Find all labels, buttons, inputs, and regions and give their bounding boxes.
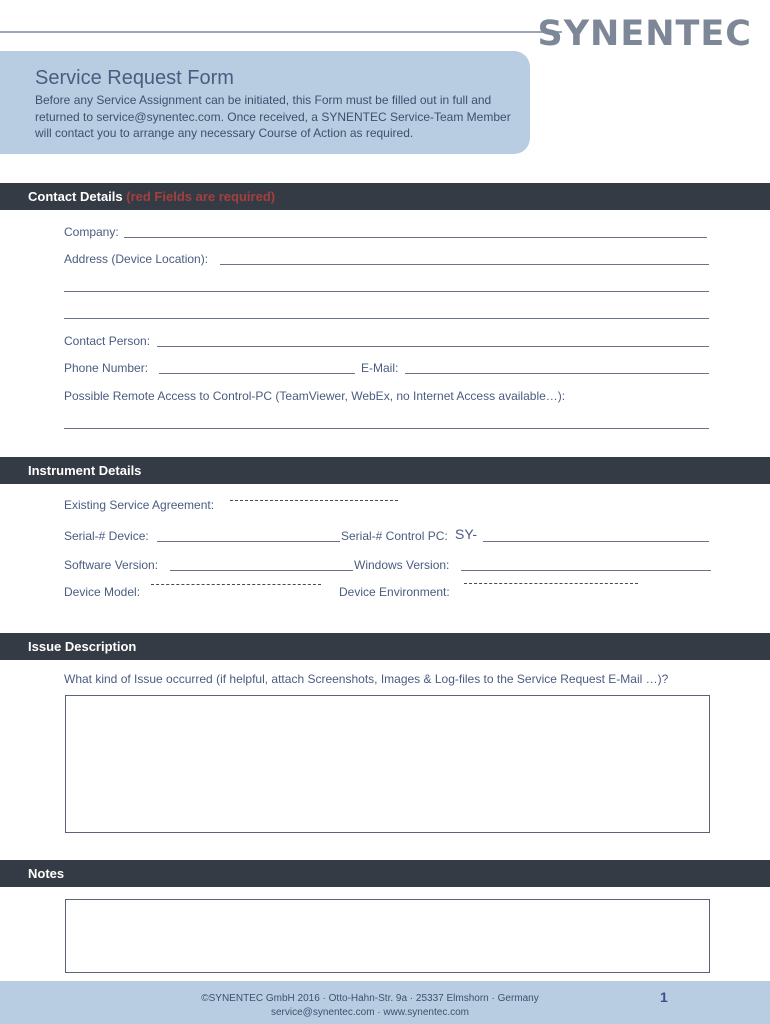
device-model-dropdown[interactable] bbox=[151, 584, 321, 585]
phone-label: Phone Number: bbox=[64, 361, 149, 375]
section-title: Issue Description bbox=[28, 639, 137, 654]
contact-person-field[interactable] bbox=[157, 346, 709, 347]
serial-pc-label: Serial-# Control PC: bbox=[341, 529, 448, 543]
section-title: Contact Details bbox=[28, 189, 123, 204]
serial-device-field[interactable] bbox=[157, 541, 340, 542]
issue-textarea[interactable] bbox=[65, 695, 710, 833]
section-issue-description bbox=[0, 633, 770, 660]
page-number: 1 bbox=[660, 989, 668, 1005]
serial-pc-field[interactable] bbox=[483, 541, 709, 542]
section-contact-details bbox=[0, 183, 770, 210]
notes-textarea[interactable] bbox=[65, 899, 710, 973]
email-field[interactable] bbox=[405, 373, 709, 374]
email-label: E-Mail: bbox=[361, 361, 399, 375]
address-field[interactable] bbox=[220, 264, 709, 265]
required-note: (red Fields are required) bbox=[126, 189, 276, 204]
service-agreement-label: Existing Service Agreement: bbox=[64, 498, 215, 512]
footer-address bbox=[0, 992, 740, 1020]
phone-field[interactable] bbox=[159, 373, 355, 374]
contact-person-label: Contact Person: bbox=[64, 334, 151, 348]
issue-prompt: What kind of Issue occurred (if helpful, attach Screenshots, Images & Log-files to the Service Request E-Mail …)? bbox=[64, 672, 669, 686]
windows-version-field[interactable] bbox=[461, 570, 711, 571]
windows-version-label: Windows Version: bbox=[354, 558, 450, 572]
footer-contact-line: service@synentec.com · www.synentec.com bbox=[271, 1007, 469, 1018]
device-model-label: Device Model: bbox=[64, 585, 141, 599]
section-instrument-details bbox=[0, 457, 770, 484]
device-environment-label: Device Environment: bbox=[339, 585, 450, 599]
service-agreement-dropdown[interactable] bbox=[230, 500, 398, 501]
software-version-label: Software Version: bbox=[64, 558, 159, 572]
serial-pc-prefix: SY- bbox=[455, 526, 478, 542]
form-title: Service Request Form bbox=[35, 67, 234, 89]
address-label: Address (Device Location): bbox=[64, 252, 209, 266]
synentec-logo: SYNENTEC bbox=[537, 14, 752, 54]
address-field-line-3[interactable] bbox=[64, 318, 709, 319]
intro-text: Before any Service Assignment can be initiated, this Form must be filled out in full and returned to service@synentec.com. Once received, a SYNENTEC Service-Team Member will contact you to arrange any necessary Course of Action as required. bbox=[35, 93, 511, 140]
section-title: Instrument Details bbox=[28, 463, 142, 478]
remote-access-label: Possible Remote Access to Control-PC (TeamViewer, WebEx, no Internet Access available…): bbox=[64, 389, 566, 403]
company-label: Company: bbox=[64, 225, 119, 239]
footer-company-line: ©SYNENTEC GmbH 2016 · Otto-Hahn-Str. 9a · 25337 Elmshorn · Germany bbox=[201, 993, 539, 1004]
software-version-field[interactable] bbox=[170, 570, 353, 571]
device-environment-dropdown[interactable] bbox=[464, 583, 638, 584]
section-title: Notes bbox=[28, 866, 65, 881]
remote-access-field[interactable] bbox=[64, 428, 709, 429]
serial-device-label: Serial-# Device: bbox=[64, 529, 149, 543]
section-notes bbox=[0, 860, 770, 887]
address-field-line-2[interactable] bbox=[64, 291, 709, 292]
header-rule bbox=[0, 31, 562, 33]
company-field[interactable] bbox=[124, 237, 707, 238]
